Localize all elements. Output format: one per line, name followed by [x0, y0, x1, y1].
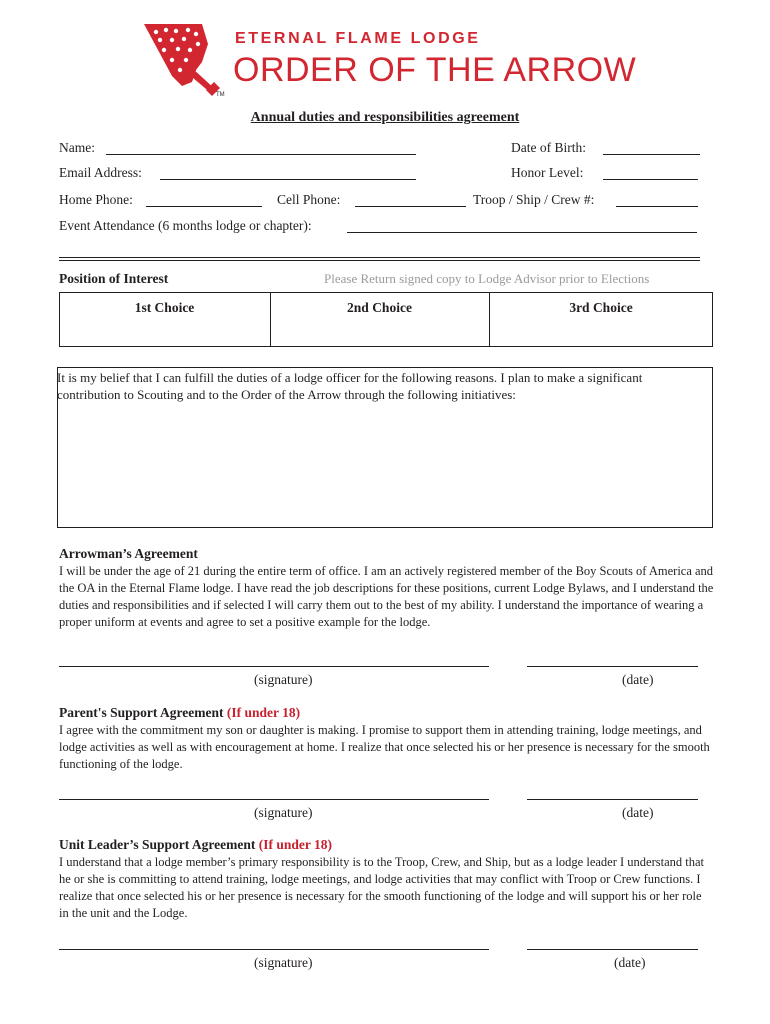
cell-phone-field[interactable] — [355, 206, 466, 207]
separator-line — [59, 257, 700, 258]
parent-text: I agree with the commitment my son or daughter is making. I promise to support them in attending training, lodge meetings, and lodge activities as well as with encouragement at home. I realize that once selected his or her presence is necessary for the smooth functioning of the lodge. — [59, 723, 710, 771]
dob-field[interactable] — [603, 154, 700, 155]
separator-line — [59, 260, 700, 261]
unit-signature-label: (signature) — [254, 955, 313, 970]
first-choice-field[interactable] — [62, 320, 267, 344]
event-field[interactable] — [347, 232, 697, 233]
email-label: Email Address: — [59, 165, 142, 180]
arrowman-date-label: (date) — [622, 672, 654, 687]
arrowman-heading: Arrowman’s Agreement — [59, 546, 198, 561]
parent-signature-label: (signature) — [254, 805, 313, 820]
unit-signature-line[interactable] — [59, 949, 489, 950]
logo-org-name: ORDER OF THE ARROW — [233, 51, 637, 89]
unit-heading — [59, 837, 332, 853]
first-choice-header: 1st Choice — [134, 300, 195, 315]
parent-date-label: (date) — [622, 805, 654, 820]
arrowman-text: I will be under the age of 21 during the entire term of office. I am an actively registered member of the Boy Scouts of America and the OA in the Eternal Flame lodge. I have read the job descriptions for these positions, current Lodge Bylaws, and I understand the duties and responsibilities and if selected I will carry them out to the best of my ability. I understand the importance of wearing a proper uniform at events and agree to set a positive example for the lodge. — [59, 564, 714, 629]
parent-heading-text: Parent's Support Agreement — [59, 705, 224, 720]
logo-lodge-name: ETERNAL FLAME LODGE — [235, 30, 481, 47]
third-choice-header: 3rd Choice — [569, 300, 633, 315]
position-heading: Position of Interest — [59, 271, 169, 286]
parent-heading — [59, 705, 300, 721]
trademark-mark: TM — [216, 92, 225, 98]
name-field[interactable] — [106, 154, 416, 155]
home-phone-label: Home Phone: — [59, 192, 133, 207]
event-label: Event Attendance (6 months lodge or chapter): — [59, 218, 312, 233]
page-title: Annual duties and responsibilities agreement — [250, 110, 520, 125]
parent-qualifier: (If under 18) — [226, 705, 301, 720]
cell-phone-label: Cell Phone: — [277, 192, 341, 207]
honor-label: Honor Level: — [511, 165, 584, 180]
return-note: Please Return signed copy to Lodge Advisor prior to Elections — [324, 271, 650, 286]
troop-label: Troop / Ship / Crew #: — [473, 192, 595, 207]
home-phone-field[interactable] — [146, 206, 262, 207]
unit-date-label: (date) — [614, 955, 646, 970]
honor-field[interactable] — [603, 179, 698, 180]
arrowman-date-line[interactable] — [527, 666, 698, 667]
unit-heading-text: Unit Leader’s Support Agreement — [59, 837, 256, 852]
parent-signature-line[interactable] — [59, 799, 489, 800]
troop-field[interactable] — [616, 206, 698, 207]
third-choice-field[interactable] — [492, 320, 710, 344]
second-choice-field[interactable] — [273, 320, 486, 344]
arrowman-signature-label: (signature) — [254, 672, 313, 687]
dob-label: Date of Birth: — [511, 140, 586, 155]
initiatives-prompt: It is my belief that I can fulfill the duties of a lodge officer for the following reasons. I plan to make a significant contribution to Scouting and to the Order of the Arrow through the following initiatives: — [57, 370, 643, 402]
unit-text: I understand that a lodge member’s primary responsibility is to the Troop, Crew, and Ship, but as a lodge leader I understand that he or she is committing to attend training, lodge meetings, and lodge activities that may conflict with Troop or Crew functions. I realize that once selected his or her presence is necessary for the smooth functioning of the lodge and will support his or her role in the unit and the Lodge. — [59, 855, 705, 920]
name-label: Name: — [59, 140, 95, 155]
unit-date-line[interactable] — [527, 949, 698, 950]
arrowman-signature-line[interactable] — [59, 666, 489, 667]
email-field[interactable] — [160, 179, 416, 180]
second-choice-header: 2nd Choice — [347, 300, 412, 315]
parent-date-line[interactable] — [527, 799, 698, 800]
arrowhead-logo-icon — [142, 22, 226, 98]
unit-qualifier: (If under 18) — [258, 837, 332, 852]
